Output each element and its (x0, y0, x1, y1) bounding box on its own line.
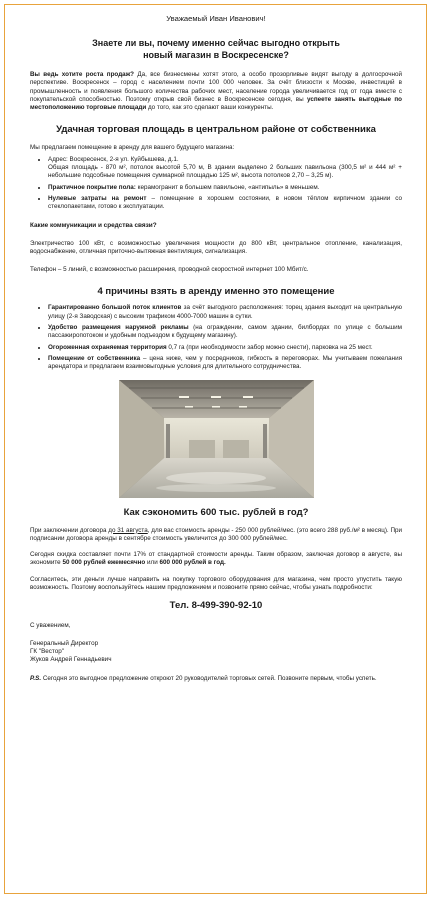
savings-p2-mid: или (145, 559, 160, 567)
ps-label: P.S. (30, 674, 42, 682)
ps-text: Сегодня это выгодное предложение откроют 20 руководителей торговых сетей. Позвоните первым, чтобы успеть. (41, 674, 377, 682)
intro-highlight: успеете занять выгодные по местоположению торговые площади (30, 95, 402, 112)
reason-item (48, 355, 402, 372)
comms-electricity: Электричество 100 кВт, с возможностью увеличения мощности до 800 кВт, центральное отопление, канализация, водоснабжение, отличная приточно-вытяжная вентиляция, сигнализация. (30, 239, 402, 255)
warehouse-photo-svg (119, 380, 314, 498)
reason-title: Удобство размещения наружной рекламы (48, 324, 189, 332)
reason-title: Огороженная охраняемая территория (48, 343, 167, 351)
reason-text: 0,7 га (при необходимости забор можно снести), парковка на 25 мест. (166, 343, 373, 351)
reason-item (48, 324, 402, 341)
property-repair (48, 195, 402, 212)
intro-text2: до того, как это сделают ваши конкуренты. (146, 104, 274, 112)
yearly-savings: 600 000 рублей в год. (159, 559, 226, 567)
reason-text: за счёт выгодного расположения: торец здания выходит на центральную улицу (2-я Заводская) с высоким трафиком 4000-7000 машин в сутки. (48, 304, 402, 320)
savings-deadline: до 31 августа (108, 526, 148, 534)
intro-heading-line1: Знаете ли вы, почему именно сейчас выгодно открыть (92, 38, 340, 48)
intro-heading (30, 38, 402, 61)
floor-text: керамогранит в большем павильоне, «антипыль» в меньшем. (135, 183, 320, 191)
savings-paragraph-2 (30, 551, 402, 568)
intro-heading-line2: новый магазин в Воскресенске? (143, 49, 289, 60)
floor-label: Практичное покрытие пола: (48, 183, 136, 191)
property-floor (48, 184, 402, 192)
letter-content (30, 14, 402, 683)
intro-text1: Да, все бизнесмены хотят этого, а особо прозорливые видят выгоду в долгосрочной перспективе. Воскресенск – город с населением почти 100 000 человек. За счёт близости к Москве, инвестиций в промышленность и появления большого количества рабочих мест, население города увеличивается год от года вместе с покупательской способностью. Поэтому открыв свой бизнес в Воскресенске сегодня, вы (30, 71, 402, 103)
property-list (30, 156, 402, 212)
repair-label: Нулевые затраты на ремонт (48, 194, 147, 202)
repair-text: – помещение в хорошем состоянии, в новом тёплом кирпичном здании со стеклопакетами, готово к эксплуатации. (48, 194, 402, 211)
signature-company: ГК "Вестор" (30, 647, 64, 655)
signature-title: Генеральный Директор (30, 639, 99, 647)
reasons-heading: 4 причины взять в аренду именно это помещение (97, 286, 335, 298)
intro-paragraph (30, 71, 402, 112)
savings-paragraph-3: Согласитесь, эти деньги лучше направить на покупку торгового оборудования для магазина, чем просто упустить такую возможность. Поэтому воспользуйтесь нашим предложением и позвоните прямо сейчас, чтобы узнать подробности: (30, 575, 402, 592)
monthly-savings: 50 000 рублей ежемесячно (62, 559, 146, 567)
savings-p2-start: Сегодня скидка составляет почти 17% от стандартной стоимости аренды. Таким образом, заключая договор в августе, вы экономите (30, 551, 402, 567)
reason-title: Гарантированно большой поток клиентов (48, 304, 182, 312)
reason-text: – цена ниже, чем у посредников, гибкость в переговорах. Мы учитываем пожелания арендатора и предлагаем взаимовыгодные условия для длительного сотрудничества. (48, 354, 403, 371)
reasons-list (30, 304, 402, 371)
reason-item (48, 344, 402, 352)
offer-text: Мы предлагаем помещение в аренду для вашего будущего магазина: (30, 144, 235, 152)
comms-phone-lines: Телефон – 5 линий, с возможностью расширения, проводной скоростной интернет 100 Мбит/с. (30, 266, 309, 274)
comms-heading: Какие коммуникации и средства связи? (30, 221, 157, 229)
savings-paragraph-1 (30, 527, 402, 544)
section1-heading: Удачная торговая площадь в центральном районе от собственника (56, 124, 376, 136)
savings-p1-end: , для вас стоимость аренды - 250 000 рублей/мес. (это всего 288 руб./м² в месяц). При подписании договора аренды в сентябре стоимость увеличится до 300 000 рублей/мес. (30, 526, 402, 542)
warehouse-interior-photo (119, 380, 314, 498)
savings-heading: Как сэкономить 600 тыс. рублей в год? (123, 506, 309, 518)
reason-text: (на ограждении, самом здании, билбордах по улице с большим пассажиропотоком и удобным подъездом к будущему магазину). (48, 324, 403, 340)
savings-p1-start: При заключении договора (30, 526, 109, 534)
greeting: Уважаемый Иван Иванович! (166, 14, 266, 23)
area-text: Общая площадь - 870 м², потолок высотой 5,70 м, В здании выделено 2 больших павильона (300,5 м² и 444 м² + небольшие подсобные помещения суммарной площадью 125 м², высота потолков 2,70 – 3,25 м). (48, 164, 402, 180)
signature-regards: С уважением, (30, 622, 71, 630)
address-text: Адрес: Воскресенск, 2-я ул. Куйбышева, д.1. (48, 155, 179, 163)
signature-block (30, 622, 402, 664)
signature-name: Жуков Андрей Геннадьевич (30, 656, 112, 664)
contact-phone[interactable]: Тел. 8-499-390-92-10 (169, 600, 263, 612)
reason-title: Помещение от собственника (48, 354, 141, 362)
postscript (30, 675, 402, 683)
intro-lead: Вы ведь хотите роста продаж? (30, 71, 134, 78)
reason-item (48, 304, 402, 321)
property-address (48, 156, 402, 181)
